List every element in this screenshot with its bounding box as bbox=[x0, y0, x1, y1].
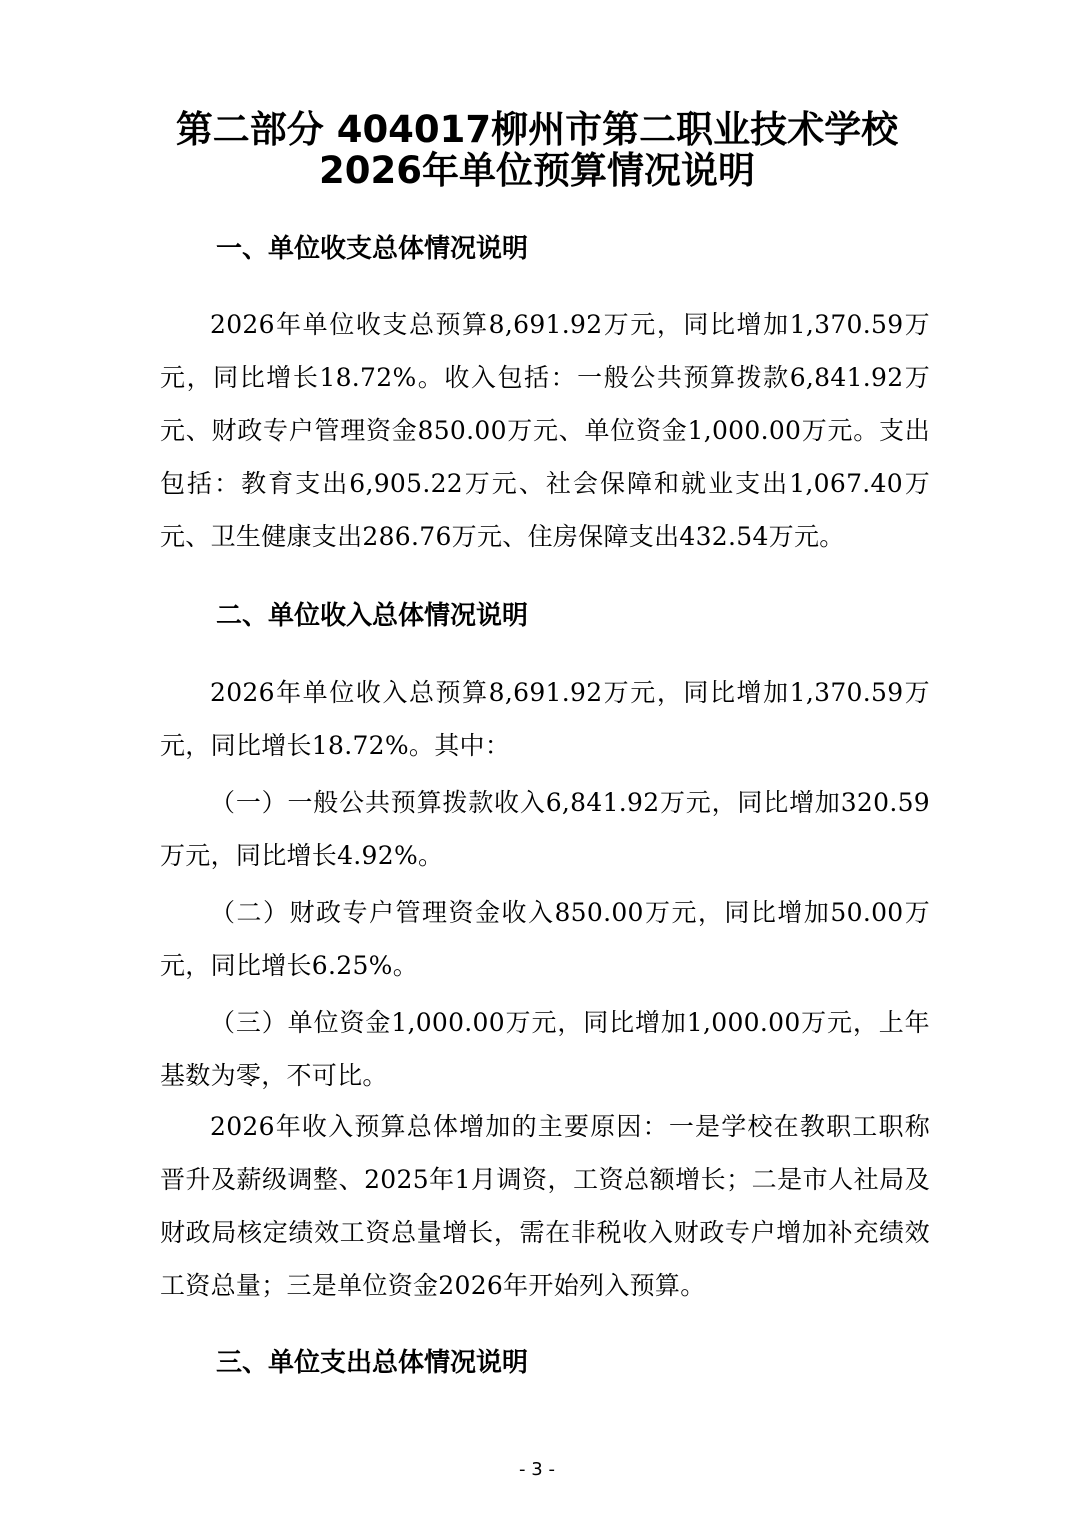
document-title-line-1: 第二部分 404017柳州市第二职业技术学校 bbox=[175, 108, 899, 151]
document-title-line-2: 2026年单位预算情况说明 bbox=[319, 149, 755, 192]
page-number: - 3 - bbox=[519, 1459, 555, 1480]
section-heading-3: 三、单位支出总体情况说明 bbox=[216, 1348, 529, 1378]
section-2-paragraph-4: （三）单位资金1,000.00万元，同比增加1,000.00万元，上年基数为零，不可比。 bbox=[160, 1008, 930, 1090]
section-2-paragraph-2: （一）一般公共预算拨款收入6,841.92万元，同比增加320.59万元，同比增长4.92%。 bbox=[160, 788, 930, 870]
section-heading-1: 一、单位收支总体情况说明 bbox=[216, 234, 529, 264]
section-2-paragraph-3: （二）财政专户管理资金收入850.00万元，同比增加50.00万元，同比增长6.25%。 bbox=[160, 898, 930, 980]
section-1-paragraph: 2026年单位收支总预算8,691.92万元，同比增加1,370.59万元，同比增长18.72%。收入包括：一般公共预算拨款6,841.92万元、财政专户管理资金850.00万元、单位资金1,000.00万元。支出包括：教育支出6,905.22万元、社会保障和就业支出1,067.40万元、卫生健康支出286.76万元、住房保障支出432.54万元。 bbox=[160, 310, 930, 551]
section-heading-2: 二、单位收入总体情况说明 bbox=[216, 601, 529, 631]
section-2-paragraph-5: 2026年收入预算总体增加的主要原因：一是学校在教职工职称晋升及薪级调整、2025年1月调资，工资总额增长；二是市人社局及财政局核定绩效工资总量增长，需在非税收入财政专户增加补充绩效工资总量；三是单位资金2026年开始列入预算。 bbox=[160, 1112, 930, 1300]
section-2-paragraph-1: 2026年单位收入总预算8,691.92万元，同比增加1,370.59万元，同比增长18.72%。其中： bbox=[160, 678, 930, 760]
